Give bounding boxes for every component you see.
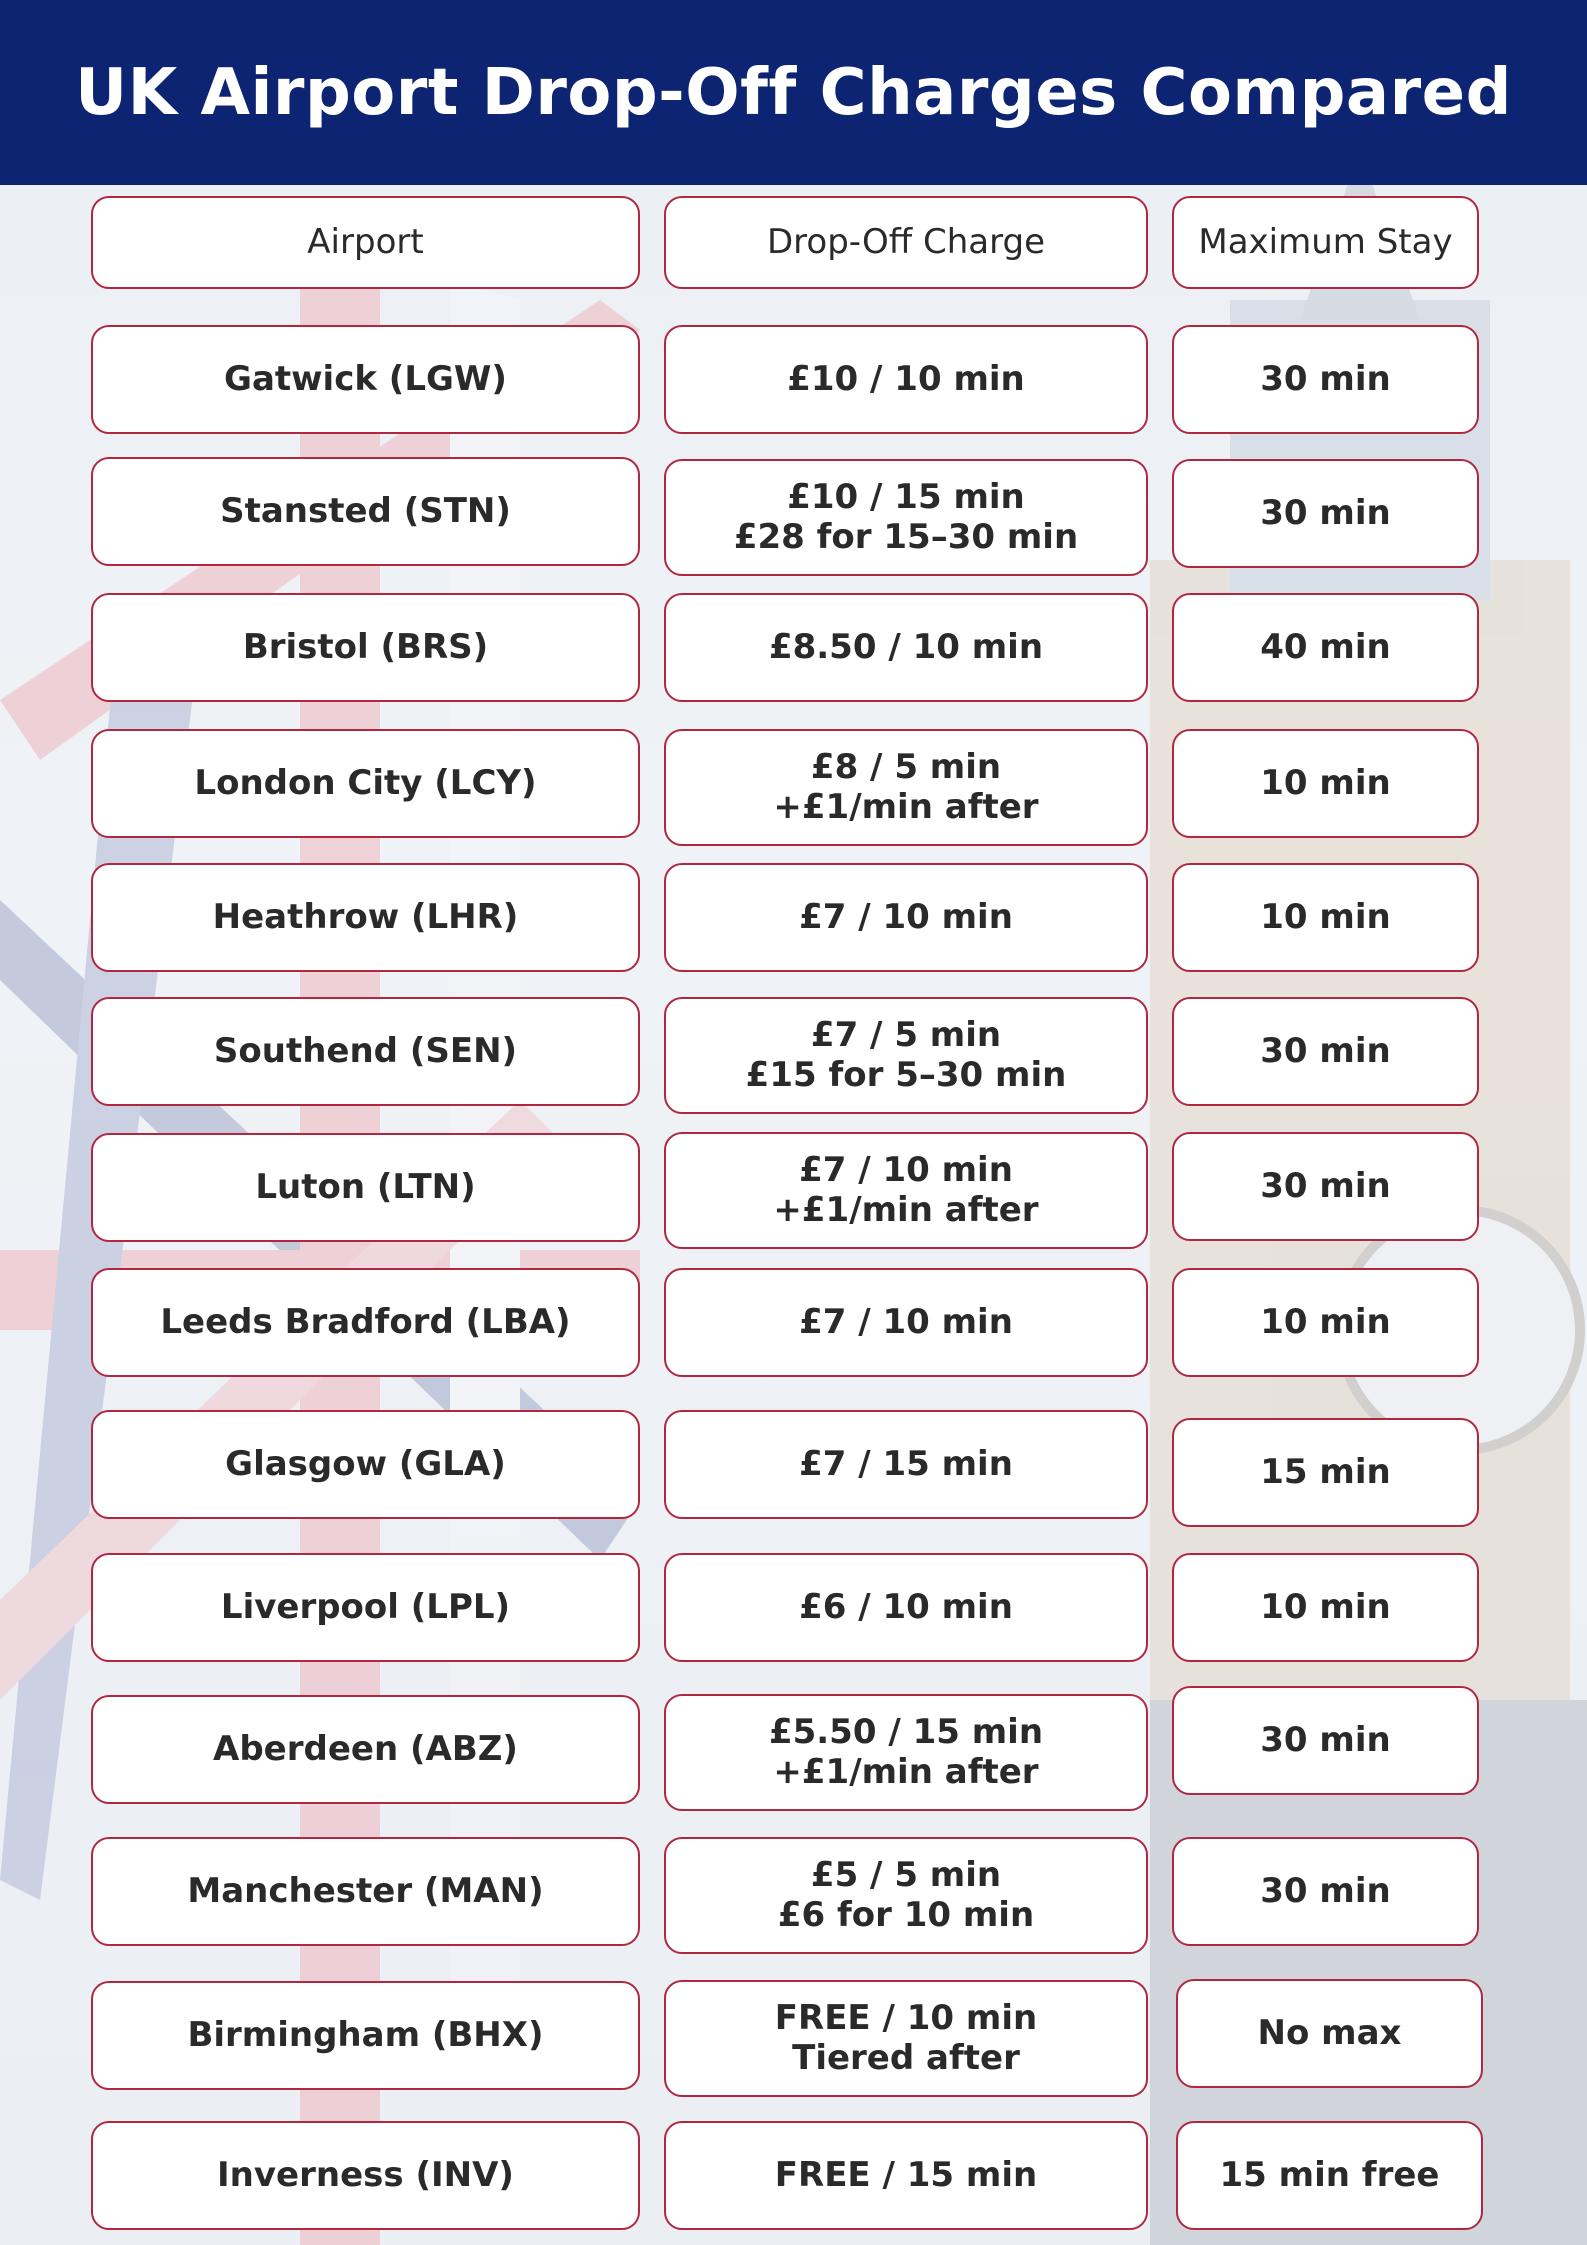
airport-cell: Glasgow (GLA) [91, 1410, 640, 1519]
max-stay-cell: 10 min [1172, 729, 1479, 838]
airport-cell: Aberdeen (ABZ) [91, 1695, 640, 1804]
page-title: UK Airport Drop-Off Charges Compared [75, 55, 1512, 130]
charge-cell: £10 / 10 min [664, 325, 1148, 434]
airport-cell: Liverpool (LPL) [91, 1553, 640, 1662]
max-stay-cell: 10 min [1172, 1268, 1479, 1377]
charge-cell: £7 / 5 min £15 for 5–30 min [664, 997, 1148, 1114]
max-stay-cell: 15 min [1172, 1418, 1479, 1527]
airport-cell: Stansted (STN) [91, 457, 640, 566]
charge-cell: £10 / 15 min £28 for 15–30 min [664, 459, 1148, 576]
max-stay-cell: 15 min free [1176, 2121, 1483, 2230]
charge-cell: £7 / 15 min [664, 1410, 1148, 1519]
charge-cell: £5 / 5 min £6 for 10 min [664, 1837, 1148, 1954]
max-stay-cell: 30 min [1172, 997, 1479, 1106]
charge-cell: £7 / 10 min +£1/min after [664, 1132, 1148, 1249]
charge-cell: £6 / 10 min [664, 1553, 1148, 1662]
max-stay-cell: 10 min [1172, 1553, 1479, 1662]
max-stay-cell: 10 min [1172, 863, 1479, 972]
charge-cell: £8.50 / 10 min [664, 593, 1148, 702]
airport-cell: Manchester (MAN) [91, 1837, 640, 1946]
charge-cell: £7 / 10 min [664, 1268, 1148, 1377]
airport-cell: Inverness (INV) [91, 2121, 640, 2230]
max-stay-cell: 30 min [1172, 1132, 1479, 1241]
airport-cell: London City (LCY) [91, 729, 640, 838]
charge-cell: £5.50 / 15 min +£1/min after [664, 1694, 1148, 1811]
airport-cell: Bristol (BRS) [91, 593, 640, 702]
max-stay-cell: 30 min [1172, 325, 1479, 434]
airport-cell: Heathrow (LHR) [91, 863, 640, 972]
max-stay-cell: 30 min [1172, 1837, 1479, 1946]
column-header-max-stay: Maximum Stay [1172, 196, 1479, 289]
max-stay-cell: 30 min [1172, 1686, 1479, 1795]
charge-cell: £8 / 5 min +£1/min after [664, 729, 1148, 846]
airport-cell: Leeds Bradford (LBA) [91, 1268, 640, 1377]
max-stay-cell: 40 min [1172, 593, 1479, 702]
charge-cell: FREE / 15 min [664, 2121, 1148, 2230]
column-header-charge: Drop-Off Charge [664, 196, 1148, 289]
charge-cell: FREE / 10 min Tiered after [664, 1980, 1148, 2097]
airport-cell: Southend (SEN) [91, 997, 640, 1106]
airport-cell: Luton (LTN) [91, 1133, 640, 1242]
max-stay-cell: 30 min [1172, 459, 1479, 568]
max-stay-cell: No max [1176, 1979, 1483, 2088]
charge-cell: £7 / 10 min [664, 863, 1148, 972]
column-header-airport: Airport [91, 196, 640, 289]
airport-cell: Birmingham (BHX) [91, 1981, 640, 2090]
header-bar [0, 0, 1587, 185]
airport-cell: Gatwick (LGW) [91, 325, 640, 434]
